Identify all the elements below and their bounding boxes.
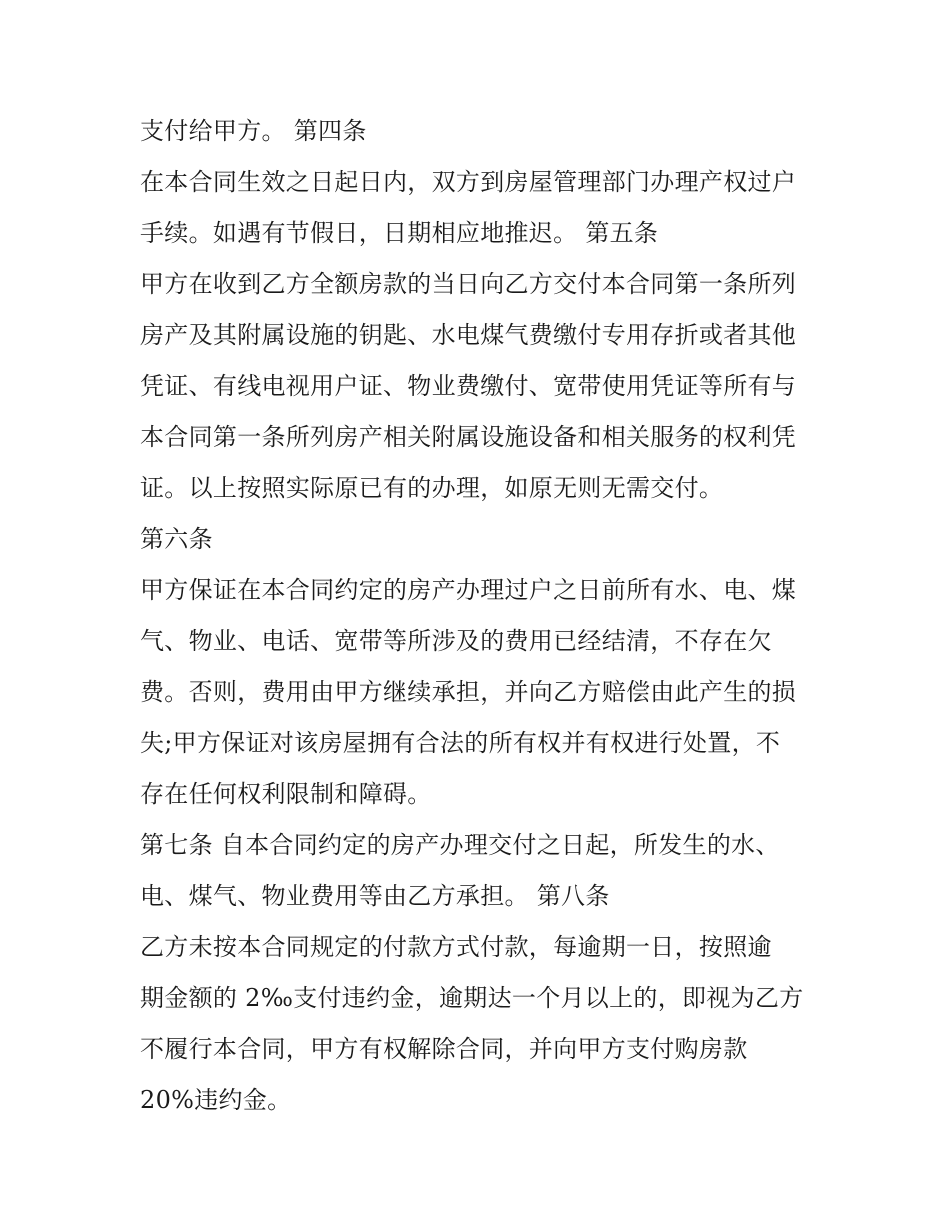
text-line: 期金额的 2‰支付违约金，逾期达一个月以上的，即视为乙方 xyxy=(140,984,804,1012)
text-line: 房产及其附属设施的钥匙、水电煤气费缴付专用存折或者其他 xyxy=(140,321,797,349)
text-line: 甲方在收到乙方全额房款的当日向乙方交付本合同第一条所列 xyxy=(140,270,797,298)
text-line: 在本合同生效之日起日内，双方到房屋管理部门办理产权过户 xyxy=(140,168,797,196)
text-line: 第六条 xyxy=(140,525,213,553)
text-line: 存在任何权利限制和障碍。 xyxy=(140,780,432,808)
text-line: 20%违约金。 xyxy=(140,1086,292,1114)
text-line: 手续。如遇有节假日，日期相应地推迟。 第五条 xyxy=(140,219,659,247)
text-line: 费。否则，费用由甲方继续承担，并向乙方赔偿由此产生的损 xyxy=(140,678,797,706)
text-line: 甲方保证在本合同约定的房产办理过户之日前所有水、电、煤 xyxy=(140,576,797,604)
text-line: 凭证、有线电视用户证、物业费缴付、宽带使用凭证等所有与 xyxy=(140,372,797,400)
contract-text xyxy=(140,106,830,1126)
text-line: 乙方未按本合同规定的付款方式付款，每逾期一日，按照逾 xyxy=(140,933,772,961)
text-line: 不履行本合同，甲方有权解除合同，并向甲方支付购房款 xyxy=(140,1035,748,1063)
text-line: 第七条 自本合同约定的房产办理交付之日起，所发生的水、 xyxy=(140,831,780,859)
text-line: 失;甲方保证对该房屋拥有合法的所有权并有权进行处置，不 xyxy=(140,729,781,757)
text-line: 支付给甲方。 第四条 xyxy=(140,117,367,145)
text-line: 证。以上按照实际原已有的办理，如原无则无需交付。 xyxy=(140,474,724,502)
text-line: 电、煤气、物业费用等由乙方承担。 第八条 xyxy=(140,882,610,910)
text-line: 气、物业、电话、宽带等所涉及的费用已经结清，不存在欠 xyxy=(140,627,772,655)
text-line: 本合同第一条所列房产相关附属设施设备和相关服务的权利凭 xyxy=(140,423,797,451)
